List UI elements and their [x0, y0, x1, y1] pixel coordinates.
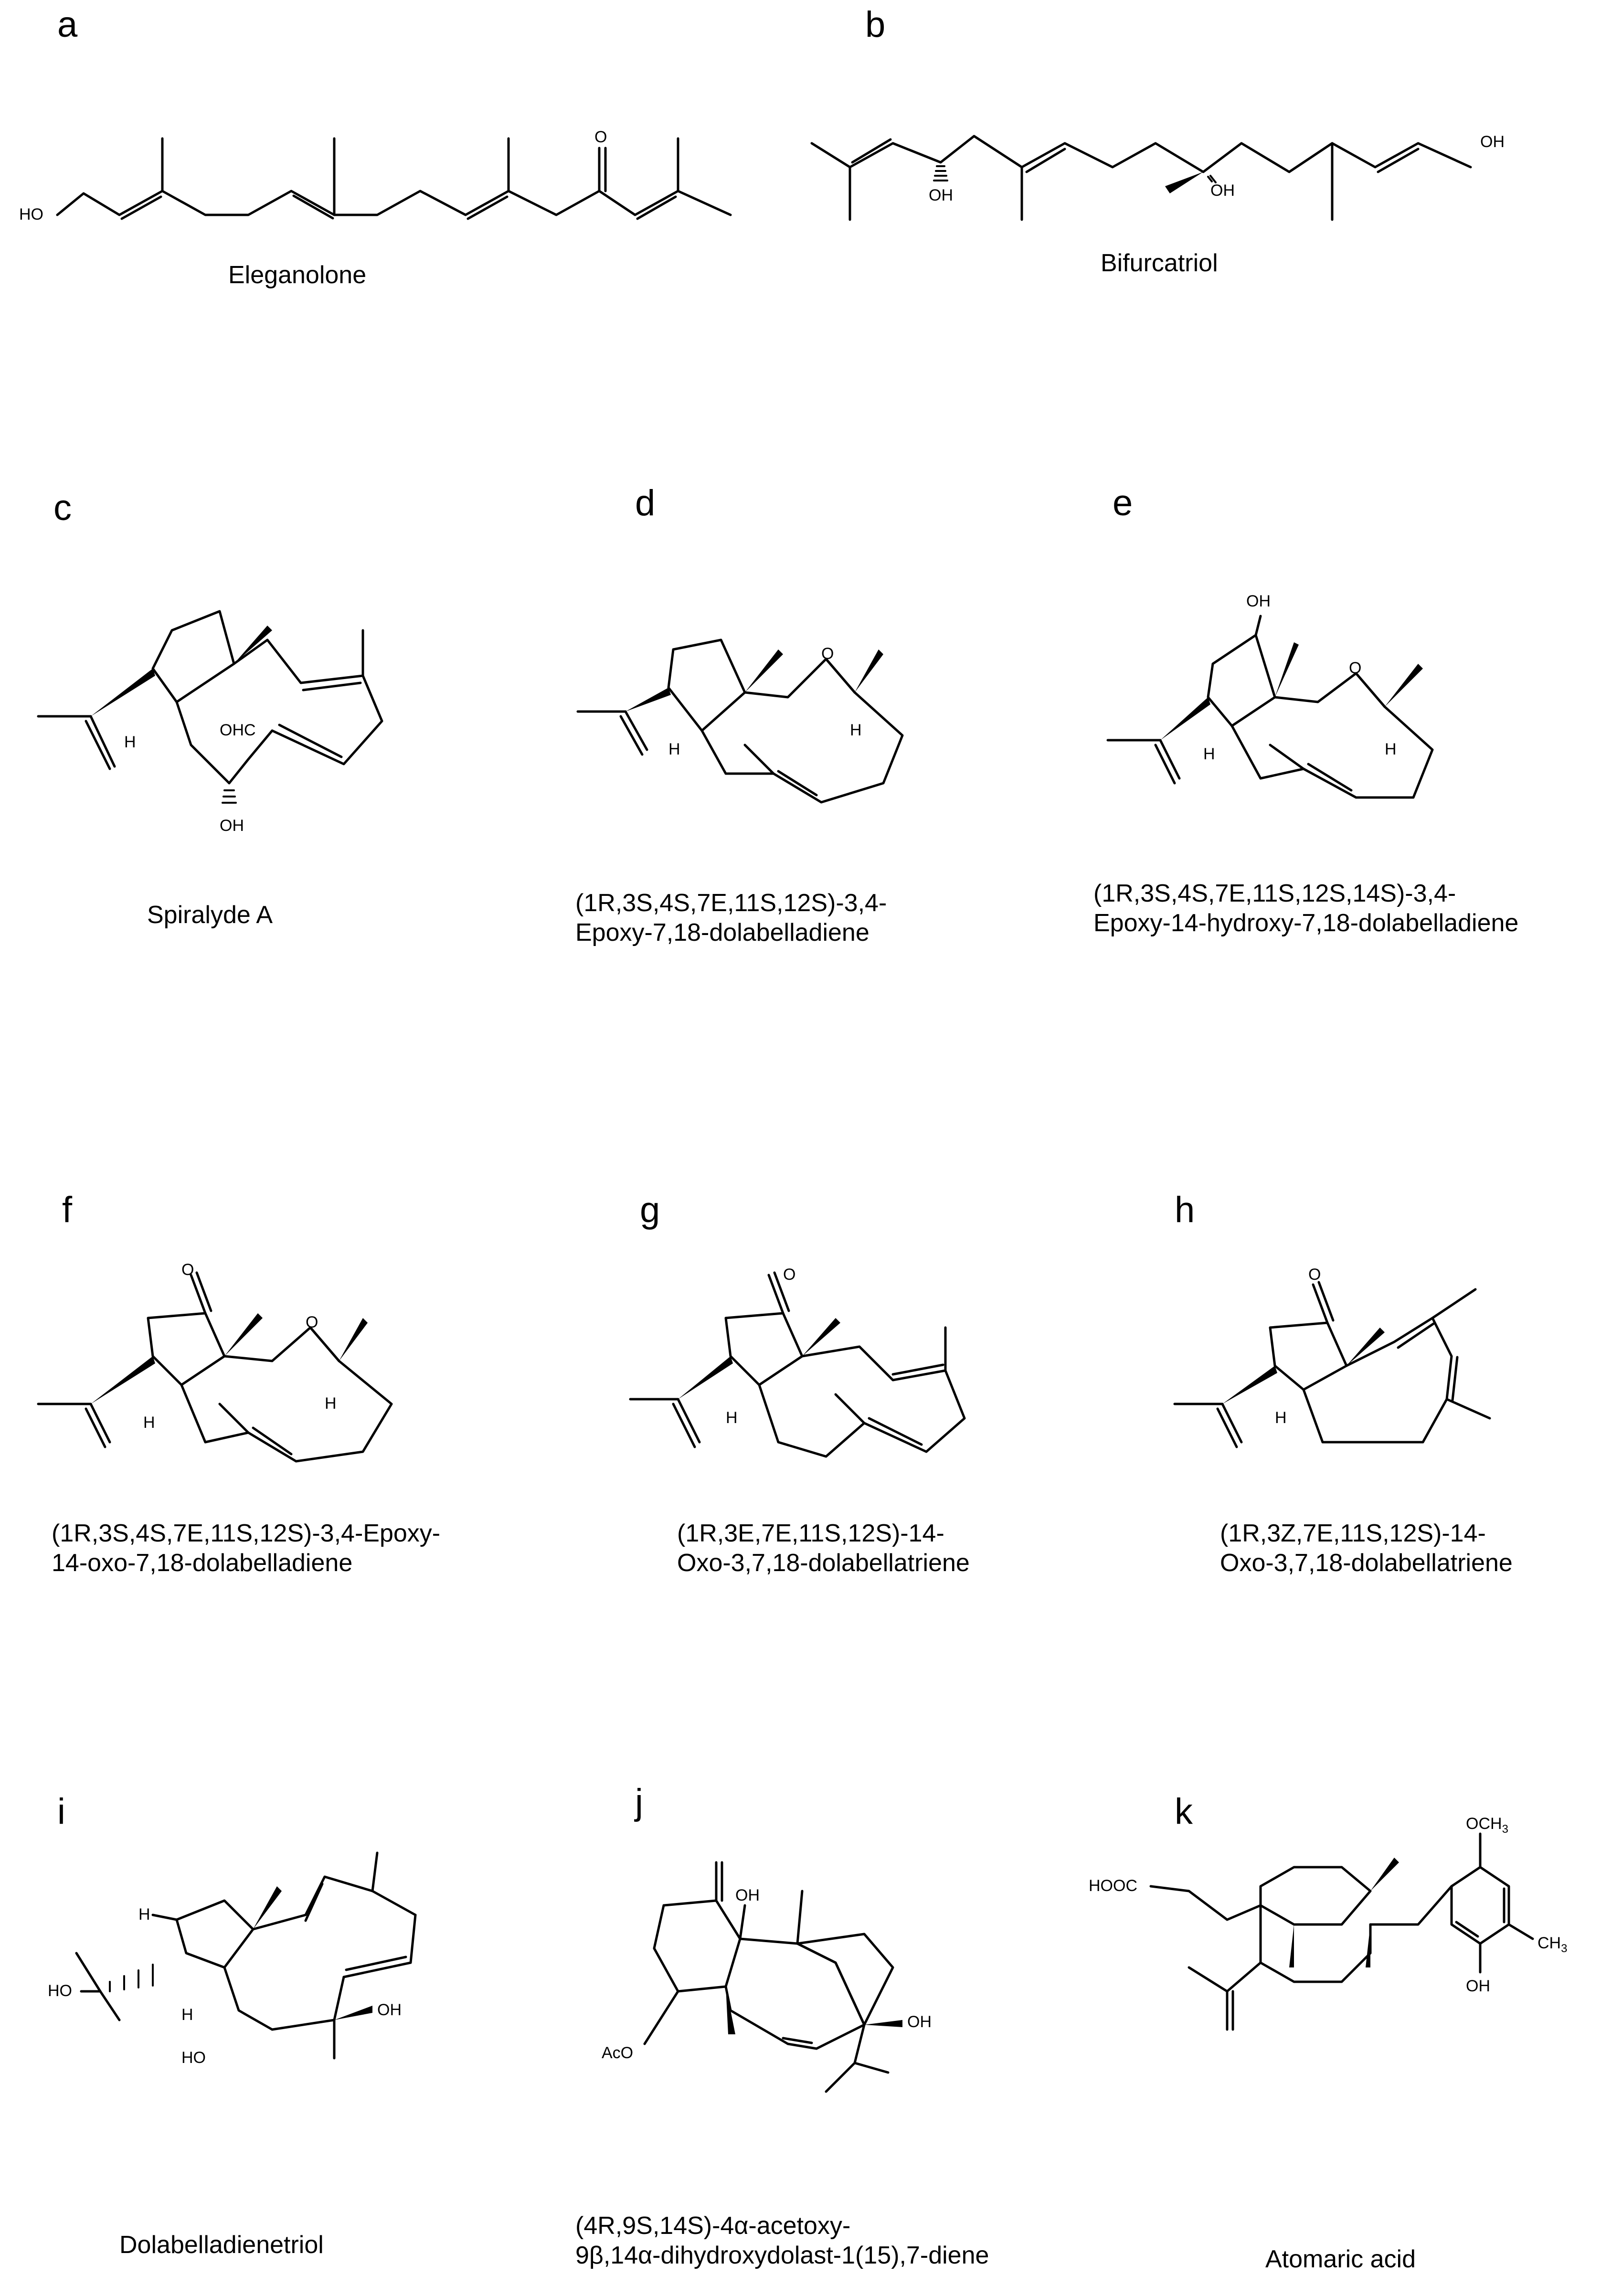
atom-label-h-d2: H	[850, 721, 862, 739]
atom-label-ho-i1: HO	[48, 1982, 72, 2000]
atom-label-h-i1: H	[138, 1905, 150, 1924]
atom-label-h-i2: H	[181, 2006, 193, 2024]
compound-name-g-line2: Oxo-3,7,18-dolabellatriene	[677, 1549, 970, 1577]
structure-epoxy-oxo-dolabelladiene	[29, 1261, 458, 1480]
panel-letter-i: i	[57, 1791, 65, 1832]
atom-label-ch3: $CH_3$	[1537, 1934, 1568, 1955]
compound-name-f-line2: 14-oxo-7,18-dolabelladiene	[52, 1549, 353, 1577]
panel-letter-a: a	[57, 4, 78, 45]
compound-name-i: Dolabelladienetriol	[119, 2231, 324, 2259]
atom-label-ho-i2: HO	[181, 2049, 206, 2067]
panel-letter-f: f	[62, 1190, 73, 1230]
panel-letter-h: h	[1175, 1190, 1195, 1230]
structure-spiralyde-a	[19, 573, 520, 840]
atom-label-h-f1: H	[143, 1414, 155, 1432]
compound-name-e	[1093, 879, 1518, 938]
structure-epoxy-dolabelladiene	[568, 611, 950, 840]
atom-label-oh-i: OH	[377, 2001, 402, 2019]
compound-name-f	[52, 1519, 440, 1578]
atom-label-h-e2: H	[1385, 740, 1397, 758]
atom-label-h-h: H	[1275, 1409, 1287, 1427]
atom-label-ohc: OHC	[220, 721, 256, 739]
atom-label-oh-b3: OH	[1210, 181, 1235, 200]
atom-label-oh-c: OH	[220, 817, 244, 835]
atom-label-oh-k: OH	[1466, 1977, 1490, 1995]
atom-label-och3: $OCH_3$	[1466, 1815, 1508, 1836]
atom-label-h-c: H	[124, 733, 136, 751]
panel-letter-g: g	[640, 1190, 660, 1230]
compound-name-e-line2: Epoxy-14-hydroxy-7,18-dolabelladiene	[1093, 909, 1519, 937]
atom-label-oh-j2: OH	[907, 2013, 932, 2031]
compound-name-a: Eleganolone	[228, 261, 367, 289]
compound-name-e-line1: (1R,3S,4S,7E,11S,12S,14S)-3,4-	[1093, 880, 1456, 907]
atom-label-h-f2: H	[325, 1394, 337, 1413]
panel-letter-j: j	[635, 1782, 643, 1822]
structure-atomaric-acid	[1027, 1810, 1600, 2111]
compound-name-f-line1: (1R,3S,4S,7E,11S,12S)-3,4-Epoxy-	[52, 1520, 441, 1547]
hashed-bond-b1	[934, 166, 947, 181]
compound-name-c: Spiralyde A	[147, 901, 273, 929]
atom-label-oh-b1: OH	[1480, 133, 1505, 151]
structure-dolabelladienetriol	[38, 1848, 516, 2115]
compound-name-g-line1: (1R,3E,7E,11S,12S)-14-	[677, 1520, 944, 1547]
structure-acetoxy-dolastane	[587, 1843, 1017, 2111]
atom-label-oh-j1: OH	[735, 1886, 760, 1904]
compound-name-d	[575, 888, 887, 947]
structure-oxo-dolabellatriene-3e	[621, 1261, 1050, 1480]
compound-name-h-line1: (1R,3Z,7E,11S,12S)-14-	[1220, 1520, 1486, 1547]
atom-label-o-g: O	[783, 1265, 796, 1284]
atom-label-o-e: O	[1349, 659, 1362, 677]
panel-letter-k: k	[1175, 1791, 1193, 1832]
atom-label-hooc: HOOC	[1089, 1877, 1137, 1895]
atom-label-o: O	[594, 128, 607, 146]
atom-label-aco: AcO	[602, 2044, 634, 2062]
atom-label-oh-b2: OH	[929, 186, 953, 204]
hashed-bond-c	[223, 790, 236, 803]
atom-label-ho: HO	[19, 205, 43, 223]
structure-oxo-dolabellatriene-3z	[1165, 1261, 1595, 1480]
panel-letter-c: c	[53, 488, 72, 528]
hashed-bond-i1	[110, 1965, 153, 1991]
compound-name-h	[1220, 1519, 1513, 1578]
compound-name-d-line1: (1R,3S,4S,7E,11S,12S)-3,4-	[575, 889, 887, 917]
panel-letter-e: e	[1113, 483, 1133, 523]
atom-label-h-e1: H	[1203, 745, 1215, 763]
atom-label-o-f2: O	[306, 1313, 318, 1331]
compound-name-d-line2: Epoxy-7,18-dolabelladiene	[575, 919, 869, 946]
compound-name-j	[575, 2211, 989, 2270]
atom-label-h-g: H	[726, 1409, 738, 1427]
panel-letter-d: d	[635, 483, 656, 523]
atom-label-o-h: O	[1308, 1265, 1321, 1284]
atom-label-oh-e: OH	[1246, 592, 1271, 610]
structure-bifurcatriol	[802, 115, 1590, 239]
atom-label-o-f1: O	[181, 1261, 194, 1279]
compound-name-j-line1: (4R,9S,14S)-4α-acetoxy-	[575, 2212, 851, 2240]
compound-name-k: Atomaric acid	[1265, 2245, 1416, 2273]
compound-name-b: Bifurcatriol	[1101, 249, 1218, 277]
panel-letter-b: b	[865, 4, 886, 45]
atom-label-o-d: O	[821, 645, 834, 663]
structure-epoxy-hydroxy-dolabelladiene	[1089, 587, 1518, 840]
atom-label-h-d1: H	[668, 740, 680, 758]
compound-name-g	[677, 1519, 970, 1578]
structure-eleganolone	[0, 119, 764, 239]
compound-name-h-line2: Oxo-3,7,18-dolabellatriene	[1220, 1549, 1513, 1577]
compound-name-j-line2: 9β,14α-dihydroxydolast-1(15),7-diene	[575, 2242, 989, 2269]
